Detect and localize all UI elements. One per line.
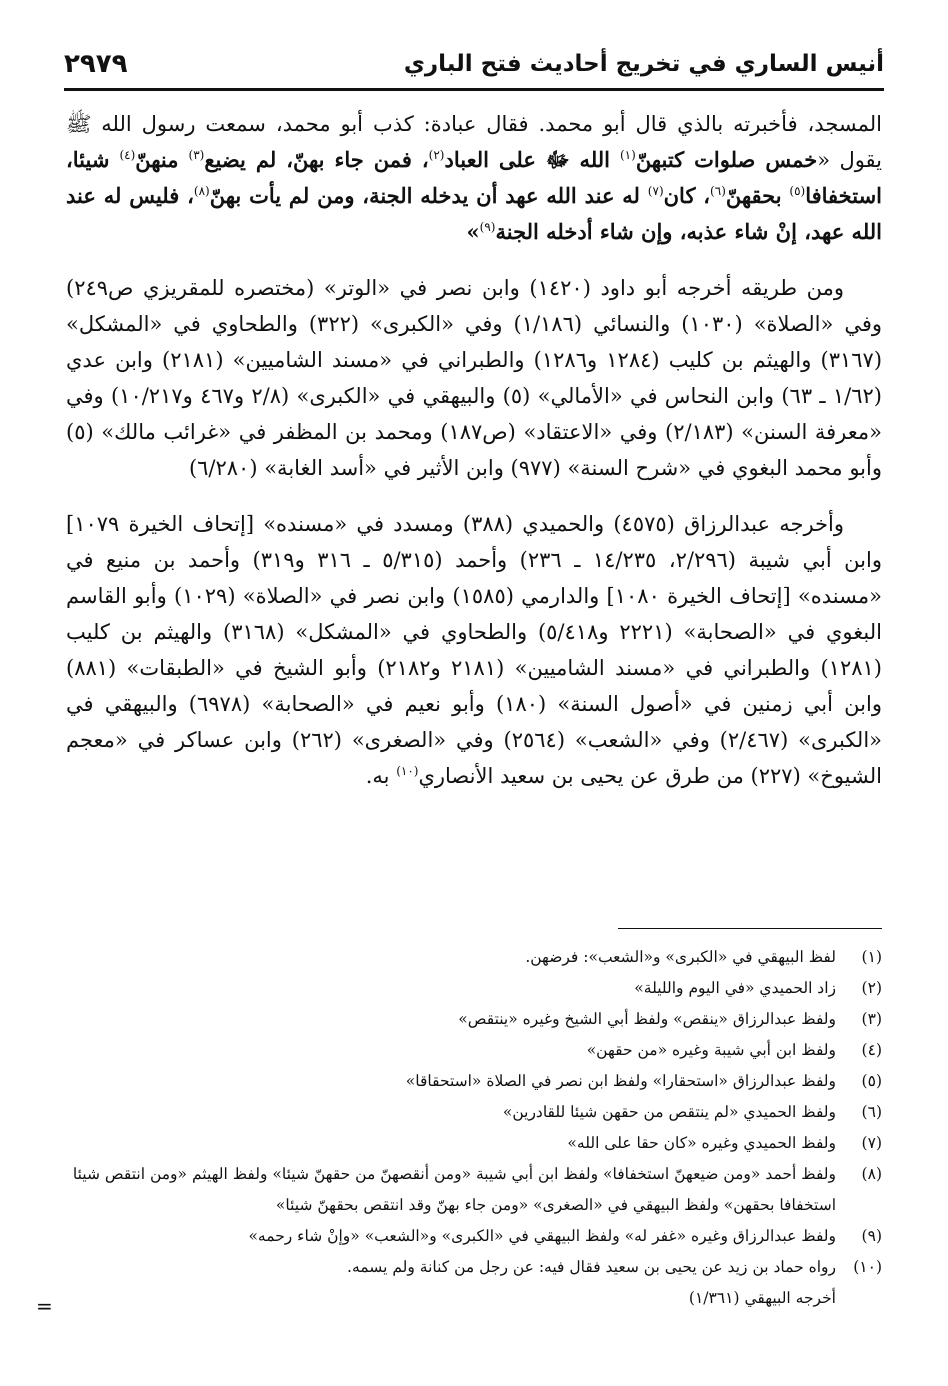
footnote-item	[66, 1097, 882, 1128]
hadith-text-2: الله ﷻ على العباد	[444, 147, 620, 172]
footnote-text: ولفظ عبدالرزاق «استحقارا» ولفظ ابن نصر في الصلاة «استحقاقا»	[405, 1072, 836, 1090]
footnote-text: ولفظ الحميدي «لم ينتقص من حقهن شيئا للقادرين»	[502, 1103, 836, 1121]
footnote-item	[66, 1035, 882, 1066]
footnote-separator	[618, 928, 882, 929]
paragraph-hadith	[66, 106, 882, 250]
margin-mark: =	[36, 1294, 53, 1318]
paragraph-takhrij-1: ومن طريقه أخرجه أبو داود (١٤٢٠) وابن نصر في «الوتر» (مختصره للمقريزي ص٢٤٩) وفي «الصلاة» (١٠٣٠) والنسائي (١/١٨٦) وفي «الكبرى» (٣٢٢) والطحاوي في «المشكل» (٣١٦٧) والهيثم بن كليب (١٢٨٤ و١٢٨٦) والطبراني في «مسند الشاميين» (٢١٨١) وابن عدي (١/٦٢ ـ ٦٣) وابن النحاس في «الأمالي» (٥) والبيهقي في «الكبرى» (٢/٨ و٤٦٧ و١٠/٢١٧) وفي «معرفة السنن» (٢/١٨٣) وفي «الاعتقاد» (ص١٨٧) ومحمد بن المظفر في «غرائب مالك» (٥) وأبو محمد البغوي في «شرح السنة» (٩٧٧) وابن الأثير في «أسد الغابة» (٦/٢٨٠)	[66, 276, 883, 480]
footnote-text: لفظ البيهقي في «الكبرى» و«الشعب»: فرضهن.	[525, 948, 836, 966]
footnote-ref-9[interactable]: (٩)	[479, 220, 496, 234]
footnote-ref-4[interactable]: (٤)	[119, 148, 136, 162]
footnote-continuation: أخرجه البيهقي (١/٣٦١)	[688, 1289, 836, 1307]
hadith-text-6: بحقهنّ	[725, 183, 790, 208]
footnote-item	[66, 1128, 882, 1159]
footnote-item	[66, 973, 882, 1004]
footnote-ref-7[interactable]: (٧)	[647, 184, 664, 198]
footnote-ref-6[interactable]: (٦)	[710, 184, 726, 198]
hadith-text-8: له عند الله عهد أن يدخله الجنة، ومن لم يأت بهنّ	[209, 183, 648, 208]
running-header	[64, 40, 884, 88]
hadith-text-4: منهنّ	[135, 147, 189, 172]
footnote-item	[66, 1066, 882, 1097]
footnote-text: ولفظ الحميدي وغيره «كان حقا على الله»	[567, 1134, 836, 1152]
footnote-text: ولفظ ابن أبي شيبة وغيره «من حقهن»	[586, 1041, 836, 1059]
footnote-ref-8[interactable]: (٨)	[193, 184, 210, 198]
hadith-text-3: ، فمن جاء بهنّ، لم يضيع	[204, 147, 429, 172]
hadith-text-7: ، كان	[663, 183, 711, 208]
footnote-text: زاد الحميدي «في اليوم والليلة»	[634, 979, 836, 997]
footnote-ref-1[interactable]: (١)	[619, 148, 636, 162]
main-text	[66, 106, 882, 814]
footnote-number: (٤)	[861, 1041, 882, 1059]
hadith-intro: المسجد، فأخبرته بالذي قال أبو محمد. فقال عبادة: كذب أبو محمد، سمعت رسول الله ﷺ يقول «	[66, 112, 883, 172]
footnote-item	[66, 1159, 882, 1221]
hadith-text-5: شيئا، استخفافا	[66, 147, 882, 208]
hadith-text-1: خمس صلوات كتبهنّ	[635, 147, 818, 172]
footnote-item	[66, 1004, 882, 1035]
takhrij-2-end: به.	[365, 764, 397, 788]
footnote-number: (٩)	[861, 1227, 882, 1245]
footnotes	[66, 942, 882, 1314]
hadith-text-9: ، فليس له عند الله عهد، إنْ شاء عذبه، وإن شاء أدخله الجنة	[66, 183, 882, 244]
footnote-ref-10[interactable]: (١٠)	[396, 764, 419, 778]
footnote-number: (٢)	[861, 979, 882, 997]
footnote-text: ولفظ عبدالرزاق «ينقص» ولفظ أبي الشيخ وغيره «ينتقص»	[458, 1010, 836, 1028]
footnote-ref-5[interactable]: (٥)	[789, 184, 806, 198]
footnote-text: ولفظ عبدالرزاق وغيره «غفر له» ولفظ البيهقي في «الكبرى» و«الشعب» «وإنْ شاء رحمه»	[248, 1227, 836, 1245]
footnote-ref-2[interactable]: (٢)	[428, 148, 445, 162]
book-title: أنيس الساري في تخريج أحاديث فتح الباري	[403, 51, 884, 77]
footnote-text: ولفظ أحمد «ومن ضيعهنّ استخفافا» ولفظ ابن أبي شيبة «ومن أنقصهنّ من حقهنّ شيئا» ولفظ الهيثم «ومن انتقص شيئا استخفافا بحقهن» ولفظ البيهقي في «الصغرى» «ومن جاء بهنّ وقد انتقص بحقهنّ شيئا»	[72, 1165, 836, 1214]
footnote-number: (٨)	[861, 1165, 882, 1183]
footnote-ref-3[interactable]: (٣)	[188, 148, 205, 162]
footnote-number: (١٠)	[853, 1258, 882, 1276]
footnote-number: (٦)	[861, 1103, 882, 1121]
page-number: ٢٩٧٩	[64, 49, 128, 79]
footnote-number: (٧)	[861, 1134, 882, 1152]
header-rule	[64, 88, 884, 91]
footnote-item	[66, 942, 882, 973]
footnote-text: رواه حماد بن زيد عن يحيى بن سعيد فقال فيه: عن رجل من كنانة ولم يسمه.	[347, 1258, 836, 1276]
footnote-number: (٣)	[861, 1010, 882, 1028]
paragraph-takhrij-2	[66, 506, 882, 794]
footnote-number: (١)	[861, 948, 882, 966]
footnote-number: (٥)	[861, 1072, 882, 1090]
takhrij-2-text: وأخرجه عبدالرزاق (٤٥٧٥) والحميدي (٣٨٨) ومسدد في «مسنده» [إتحاف الخيرة ١٠٧٩] وابن أبي شيبة (٢/٢٩٦، ١٤/٢٣٥ ـ ٢٣٦) وأحمد (٥/٣١٥ ـ ٣١٦ و٣١٩) وأحمد بن منيع في «مسنده» [إتحاف الخيرة ١٠٨٠] والدارمي (١٥٨٥) وابن نصر في «الصلاة» (١٠٢٩) وأبو القاسم البغوي في «الصحابة» (٢٢٢١ و٥/٤١٨) والطحاوي في «المشكل» (٣١٦٨) والهيثم بن كليب (١٢٨١) والطبراني في «مسند الشاميين» (٢١٨١ و٢١٨٢) وأبو الشيخ في «الطبقات» (٨٨١) وابن أبي زمنين في «أصول السنة» (١٨٠) وأبو نعيم في «الصحابة» (٦٩٧٨) والبيهقي في «الكبرى» (٢/٤٦٧) وفي «الشعب» (٢٥٦٤) وفي «الصغرى» (٢٦٢) وابن عساكر في «معجم الشيوخ» (٢٢٧) من طرق عن يحيى بن سعيد الأنصاري	[66, 512, 883, 788]
hadith-close: »	[466, 219, 480, 244]
footnote-item	[66, 1252, 882, 1283]
footnote-item	[66, 1221, 882, 1252]
